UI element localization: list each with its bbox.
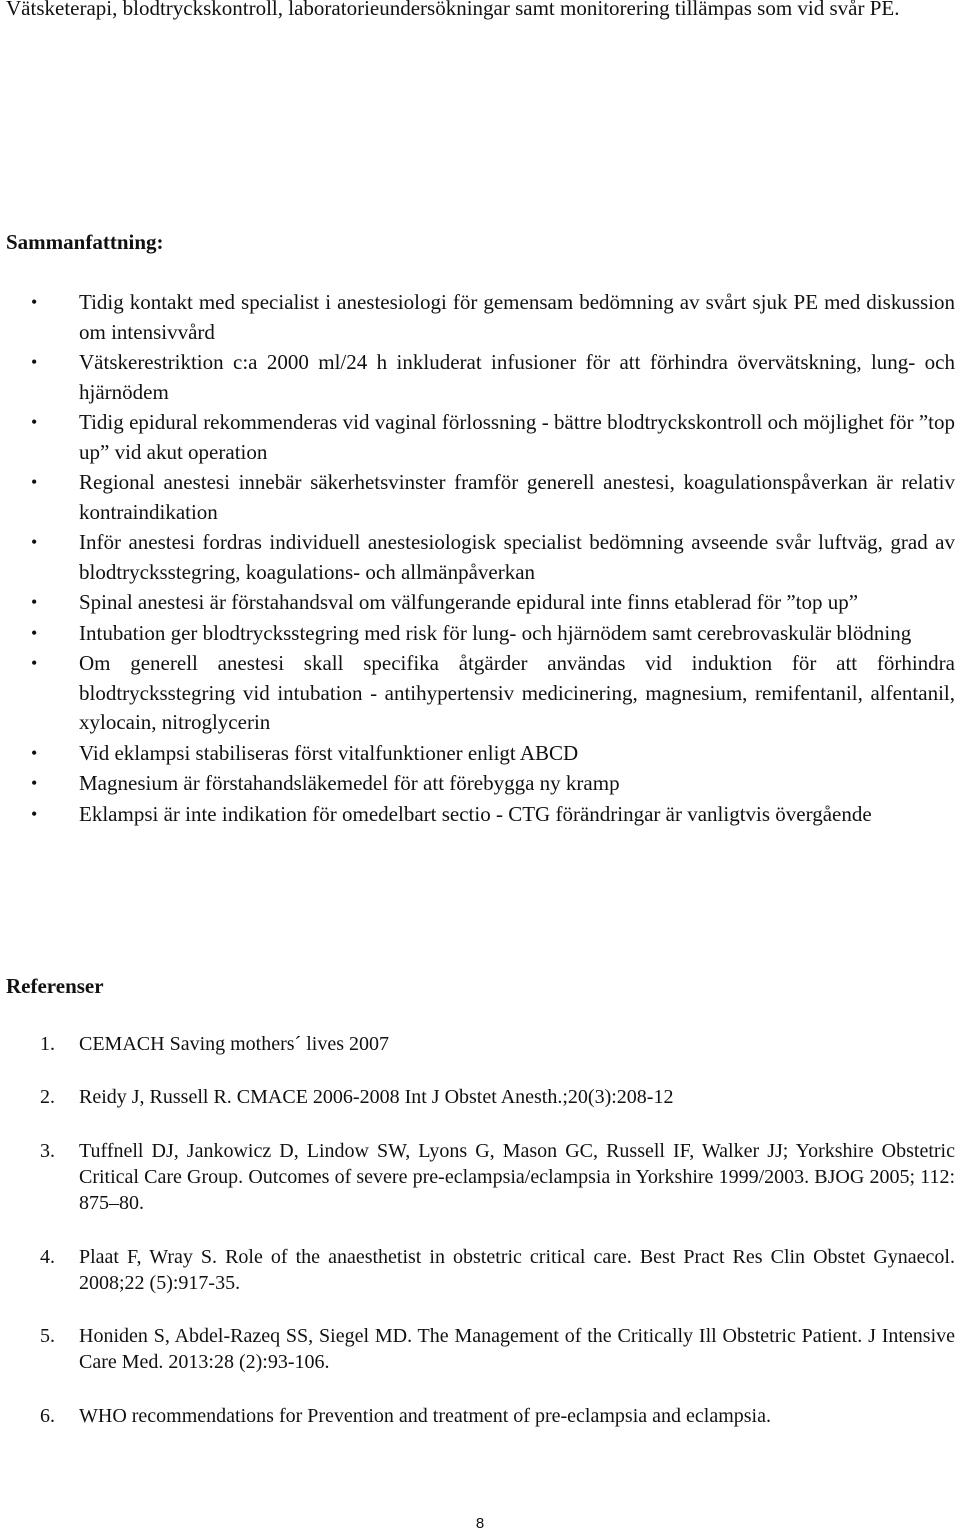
reference-text: Honiden S, Abdel-Razeq SS, Siegel MD. The Management of the Critically Ill Obstetric Patient. J Intensive Care Med. 2013:28 (2):93-106. bbox=[79, 1325, 955, 1373]
summary-item bbox=[0, 408, 960, 467]
summary-item-text: Vid eklampsi stabiliseras först vitalfunktioner enligt ABCD bbox=[79, 740, 579, 765]
bullet-icon: • bbox=[31, 742, 38, 763]
bullet-icon: • bbox=[31, 472, 38, 492]
summary-item-text: Inför anestesi fordras individuell anestesiologisk specialist bedömning avseende svår luftväg, grad av blodtrycksstegring, koagulations- och allmänpåverkan bbox=[79, 530, 955, 584]
summary-item-text: Regional anestesi innebär säkerhetsvinster framför generell anestesi, koagulationspåverkan är relativ kontraindikation bbox=[79, 470, 955, 524]
summary-item bbox=[0, 468, 960, 527]
summary-item-text: Vätskerestriktion c:a 2000 ml/24 h inkluderat infusioner för att förhindra övervätskning, lung- och hjärnödem bbox=[79, 350, 955, 404]
reference-number: 5. bbox=[40, 1325, 55, 1347]
bullet-icon: • bbox=[31, 532, 38, 552]
summary-item bbox=[0, 649, 960, 738]
summary-item-text: Tidig epidural rekommenderas vid vaginal förlossning - bättre blodtryckskontroll och möjlighet för ”top up” vid akut operation bbox=[79, 410, 955, 464]
reference-item bbox=[0, 1031, 960, 1057]
bullet-icon: • bbox=[31, 412, 38, 432]
bullet-icon: • bbox=[31, 622, 38, 643]
reference-item bbox=[0, 1084, 960, 1110]
summary-item bbox=[0, 288, 960, 347]
summary-item-text: Tidig kontakt med specialist i anestesiologi för gemensam bedömning av svårt sjuk PE med diskussion om intensivvård bbox=[79, 290, 955, 344]
reference-text: WHO recommendations for Prevention and treatment of pre-eclampsia and eclampsia. bbox=[79, 1405, 771, 1427]
summary-item-text: Om generell anestesi skall specifika åtgärder användas vid induktion för att förhindra blodtrycksstegring vid intubation - antihypertensiv medicinering, magnesium, remifentanil, alfentanil, xylocain, nitroglycerin bbox=[79, 651, 955, 734]
reference-item bbox=[0, 1244, 960, 1296]
summary-item bbox=[0, 588, 960, 618]
reference-number: 1. bbox=[40, 1033, 55, 1055]
reference-number: 3. bbox=[40, 1140, 55, 1162]
bullet-icon: • bbox=[31, 773, 38, 793]
reference-item bbox=[0, 1323, 960, 1375]
summary-item bbox=[0, 800, 960, 830]
reference-text: CEMACH Saving mothers´ lives 2007 bbox=[79, 1033, 389, 1055]
reference-number: 2. bbox=[40, 1086, 55, 1108]
reference-number: 6. bbox=[40, 1405, 55, 1427]
reference-item bbox=[0, 1138, 960, 1216]
intro-paragraph: Vätsketerapi, blodtryckskontroll, laboratorieundersökningar samt monitorering tillämpas som vid svår PE. bbox=[6, 0, 900, 20]
reference-text: Reidy J, Russell R. CMACE 2006-2008 Int J Obstet Anesth.;20(3):208-12 bbox=[79, 1086, 674, 1108]
summary-item-text: Intubation ger blodtrycksstegring med risk för lung- och hjärnödem samt cerebrovaskulär blödning bbox=[79, 620, 912, 645]
summary-item bbox=[0, 528, 960, 587]
summary-item bbox=[0, 619, 960, 649]
summary-item-text: Spinal anestesi är förstahandsval om välfungerande epidural inte finns etablerad för ”top up” bbox=[79, 590, 859, 614]
summary-heading: Sammanfattning: bbox=[6, 230, 164, 254]
page-number: 8 bbox=[475, 1515, 485, 1532]
reference-text: Tuffnell DJ, Jankowicz D, Lindow SW, Lyons G, Mason GC, Russell IF, Walker JJ; Yorkshire Obstetric Critical Care Group. Outcomes of severe pre-eclampsia/eclampsia in Yorkshire 1999/2003. BJOG 2005; 112: 875–80. bbox=[79, 1140, 955, 1214]
bullet-icon: • bbox=[31, 292, 38, 312]
summary-item bbox=[0, 348, 960, 407]
summary-item bbox=[0, 769, 960, 799]
bullet-icon: • bbox=[31, 352, 38, 372]
summary-list bbox=[0, 288, 960, 830]
bullet-icon: • bbox=[31, 592, 38, 612]
summary-item-text: Eklampsi är inte indikation för omedelbart sectio - CTG förändringar är vanligtvis övergående bbox=[79, 801, 872, 826]
references-heading: Referenser bbox=[6, 974, 104, 998]
bullet-icon: • bbox=[31, 803, 38, 824]
reference-text: Plaat F, Wray S. Role of the anaesthetist in obstetric critical care. Best Pract Res Clin Obstet Gynaecol. 2008;22 (5):917-35. bbox=[79, 1246, 955, 1294]
summary-item-text: Magnesium är förstahandsläkemedel för att förebygga ny kramp bbox=[79, 771, 620, 795]
summary-item bbox=[0, 739, 960, 769]
bullet-icon: • bbox=[31, 653, 38, 673]
reference-item bbox=[0, 1403, 960, 1429]
reference-number: 4. bbox=[40, 1246, 55, 1268]
